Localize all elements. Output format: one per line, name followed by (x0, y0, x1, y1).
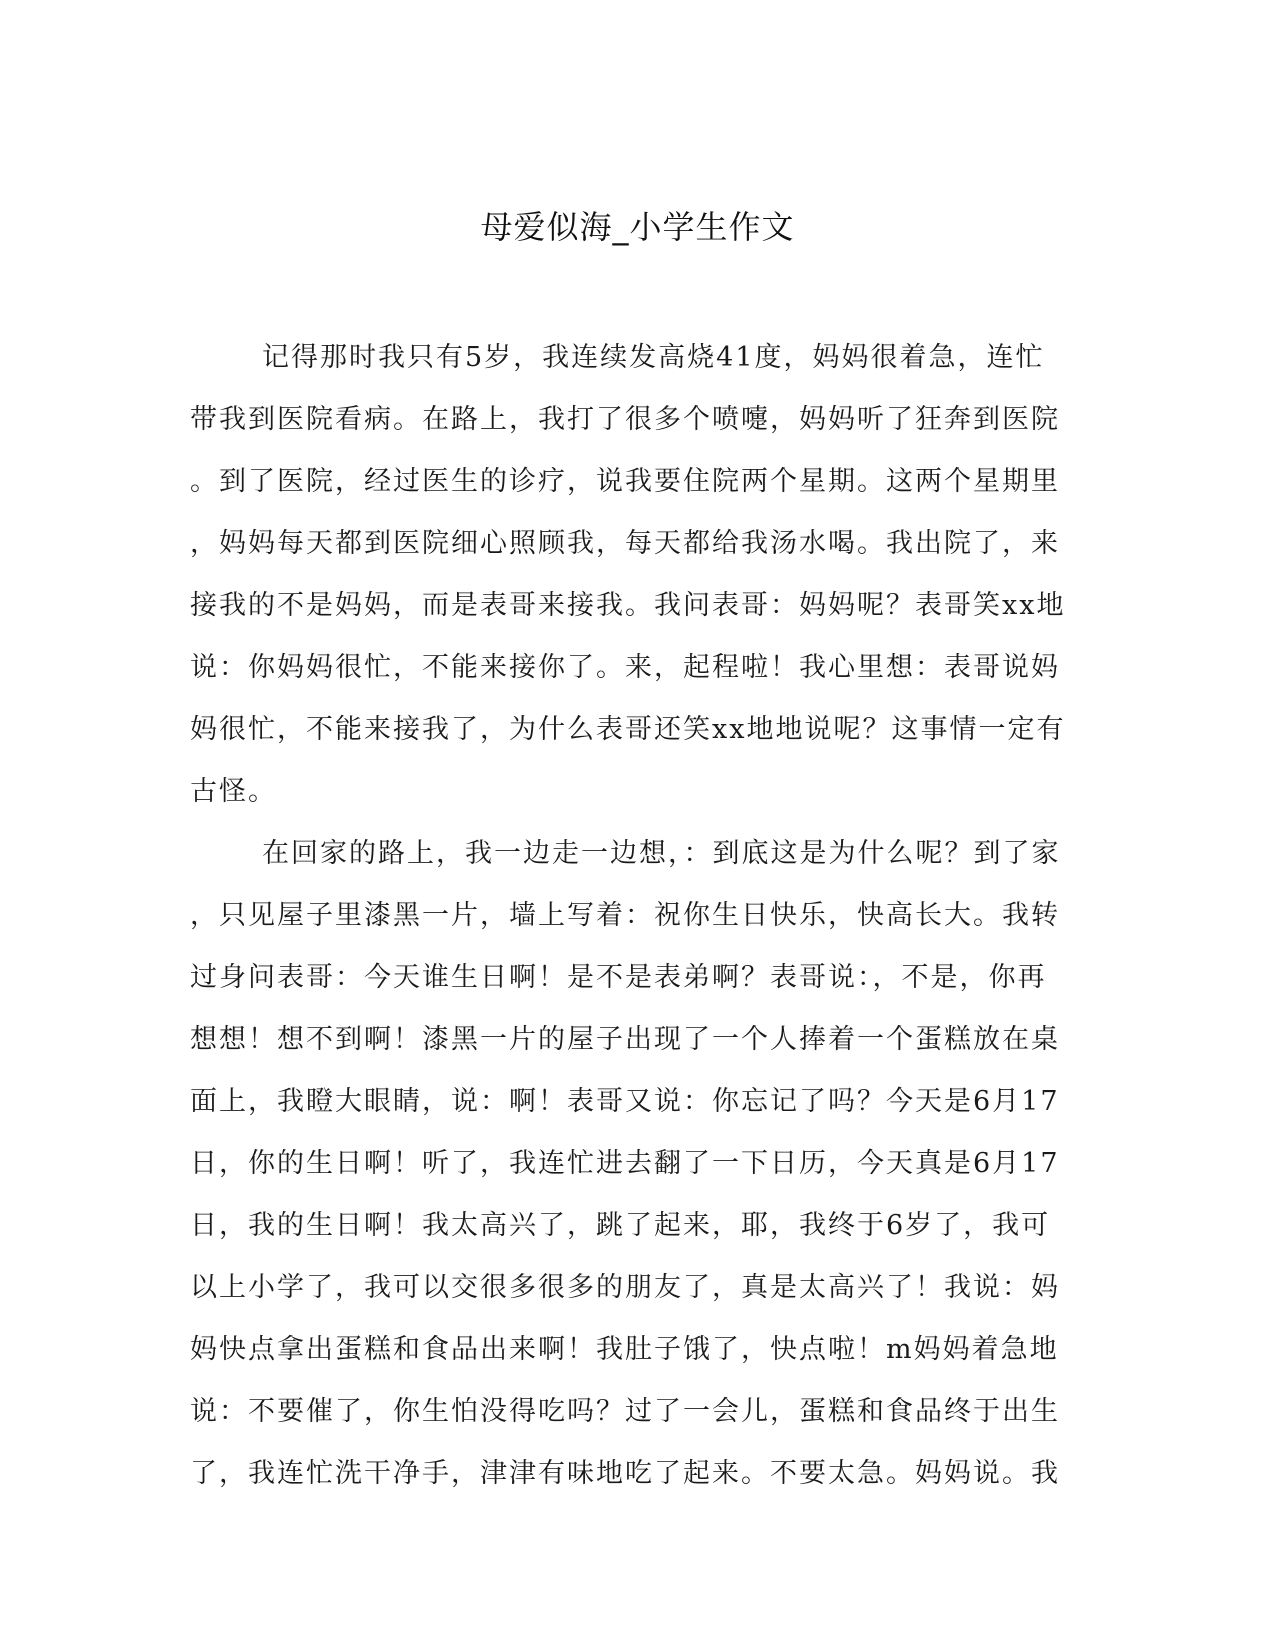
paragraph-1-line: 说：你妈妈很忙，不能来接你了。来，起程啦！我心里想：表哥说妈 (190, 652, 1060, 683)
paragraph-2-line: 过身问表哥：今天谁生日啊！是不是表弟啊？表哥说：，不是，你再 (190, 962, 1047, 993)
paragraph-1-line: 妈很忙，不能来接我了，为什么表哥还笑xx地地说呢？这事情一定有 (190, 714, 1066, 745)
paragraph-2-line: 日，我的生日啊！我太高兴了，跳了起来，耶，我终于6岁了，我可 (190, 1210, 1051, 1241)
paragraph-2-line: 日，你的生日啊！听了，我连忙进去翻了一下日历，今天真是6月17 (190, 1148, 1060, 1179)
paragraph-1-line: 。到了医院，经过医生的诊疗，说我要住院两个星期。这两个星期里 (190, 466, 1060, 497)
document-body (190, 327, 1070, 1505)
paragraph-1-line: ，妈妈每天都到医院细心照顾我，每天都给我汤水喝。我出院了，来 (190, 528, 1060, 559)
paragraph-2-line: 以上小学了，我可以交很多很多的朋友了，真是太高兴了！我说：妈 (190, 1272, 1060, 1303)
paragraph-2-line: 说：不要催了，你生怕没得吃吗？过了一会儿，蛋糕和食品终于出生 (190, 1396, 1060, 1427)
paragraph-1-line: 带我到医院看病。在路上，我打了很多个喷嚏，妈妈听了狂奔到医院 (190, 404, 1060, 435)
paragraph-2-line: 想想！想不到啊！漆黑一片的屋子出现了一个人捧着一个蛋糕放在桌 (190, 1024, 1060, 1055)
paragraph-2-line: ，只见屋子里漆黑一片，墙上写着：祝你生日快乐，快高长大。我转 (190, 900, 1060, 931)
paragraph-1-line: 古怪。 (190, 776, 277, 807)
paragraph-2-line: 面上，我瞪大眼睛，说：啊！表哥又说：你忘记了吗？今天是6月17 (190, 1086, 1060, 1117)
document-title: 母爱似海_小学生作文 (480, 208, 795, 246)
paragraph-2-line: 了，我连忙洗干净手，津津有味地吃了起来。不要太急。妈妈说。我 (190, 1458, 1060, 1489)
paragraph-2-line: 在回家的路上，我一边走一边想，：到底这是为什么呢？到了家 (262, 838, 1061, 869)
paragraph-1-line: 接我的不是妈妈，而是表哥来接我。我问表哥：妈妈呢？表哥笑xx地 (190, 590, 1066, 621)
paragraph-1-line: 记得那时我只有5岁，我连续发高烧41度，妈妈很着急，连忙 (262, 342, 1045, 373)
paragraph-2-line: 妈快点拿出蛋糕和食品出来啊！我肚子饿了，快点啦！m妈妈着急地 (190, 1334, 1059, 1365)
